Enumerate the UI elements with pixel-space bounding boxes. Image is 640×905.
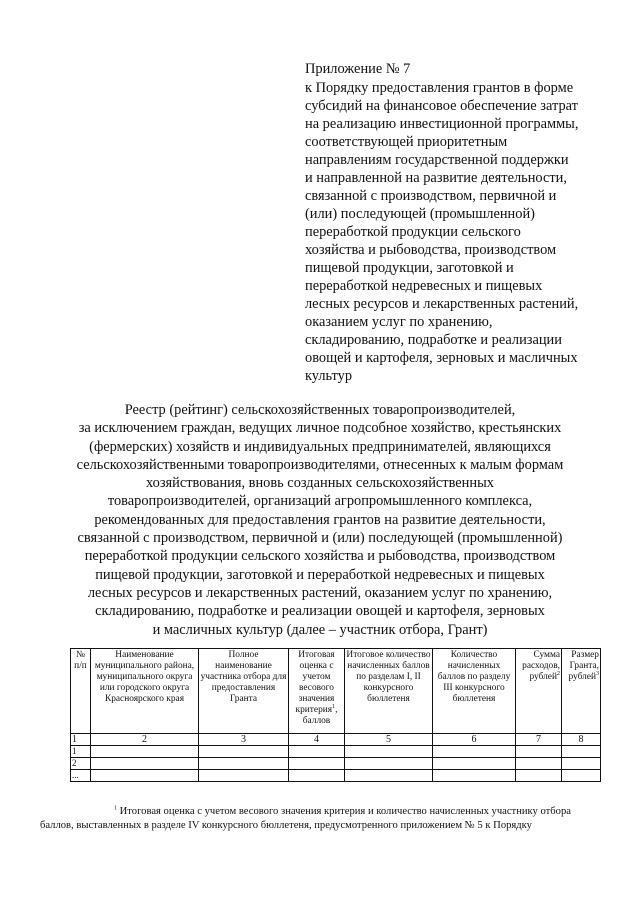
table-row (71, 758, 601, 770)
column-number: 8 (562, 734, 601, 746)
footnote-ref-3: 3 (596, 670, 599, 677)
annex-line: хозяйства и рыбоводства, производством (305, 242, 557, 258)
table-cell (516, 746, 562, 758)
column-number: 5 (345, 734, 433, 746)
header-num: № п/п (71, 649, 91, 734)
registry-title-line: и масличных культур (далее – участник отбора, Грант) (152, 621, 488, 638)
footnote-ref-1: 1 (332, 703, 336, 710)
table-row (71, 770, 601, 782)
table-cell (199, 746, 289, 758)
annex-line: направлениям государственной поддержки (305, 152, 569, 168)
registry-title-line: складированию, подработке и реализации овощей и картофеля, зерновых (95, 603, 545, 620)
table-cell (199, 758, 289, 770)
registry-title-line: лесных ресурсов и лекарственных растений, оказанием услуг по хранению, (87, 584, 553, 601)
footnote (40, 805, 596, 833)
registry-table (70, 648, 601, 782)
annex-line: (или) последующей (промышленной) (305, 206, 535, 222)
footnote-marker: 1 (114, 805, 117, 812)
annex-line: пищевой продукции, заготовкой и (305, 260, 514, 276)
annex-heading (305, 60, 605, 385)
header-municipality: Наименование муниципального района, муниципального округа или городского округа Красноярского края (91, 649, 199, 734)
column-number: 6 (433, 734, 516, 746)
registry-title-line: (фермерских) хозяйств и индивидуальных предпринимателей, являющихся (89, 438, 551, 455)
annex-line: на реализацию инвестиционной программы, (305, 116, 579, 132)
header-final-score-unit: , баллов (302, 705, 338, 726)
table-cell (516, 758, 562, 770)
registry-title-line: хозяйствования, вновь созданных сельскохозяйственных (146, 475, 494, 492)
table-cell (91, 746, 199, 758)
table-cell (562, 770, 601, 782)
table-cell (91, 770, 199, 782)
column-number: 1 (71, 734, 91, 746)
header-expenses-text: Сумма расходов, рублей (522, 650, 560, 682)
table-cell (91, 758, 199, 770)
table-cell (433, 758, 516, 770)
column-number: 2 (91, 734, 199, 746)
annex-line: складированию, подработке и реализации (305, 332, 562, 348)
table-cell (345, 770, 433, 782)
annex-line: переработкой продукции сельского (305, 224, 521, 240)
row-number: 1 (71, 746, 91, 758)
footnote-line: баллов, выставленных в разделе IV конкурсного бюллетеня, предусмотренного приложением № 5 к Порядку (40, 820, 532, 831)
annex-line: связанной с производством, первичной и (305, 188, 557, 204)
header-grant-size-text: Размер Гранта, рублей (568, 650, 599, 682)
registry-title-line: Реестр (рейтинг) сельскохозяйственных товаропроизводителей, (124, 402, 516, 418)
footnote-ref-2: 2 (557, 670, 560, 677)
annex-line: и направленной на развитие деятельности, (305, 170, 567, 186)
annex-line: к Порядку предоставления грантов в форме (305, 80, 574, 96)
header-score-section3: Количество начисленных баллов по разделу III конкурсного бюллетеня (433, 649, 516, 734)
annex-title: Приложение № 7 (305, 61, 411, 77)
column-number: 4 (289, 734, 345, 746)
table-cell (289, 770, 345, 782)
annex-line: переработкой недревесных и пищевых (305, 278, 543, 294)
header-grant-size (562, 649, 601, 734)
table-cell (199, 770, 289, 782)
table-cell (345, 758, 433, 770)
registry-title-line: товаропроизводителей, организаций агропромышленного комплекса, (107, 493, 533, 510)
header-final-score (289, 649, 345, 734)
annex-line: оказанием услуг по хранению, (305, 314, 493, 330)
annex-line: культур (305, 368, 353, 384)
table-cell (433, 770, 516, 782)
header-expenses (516, 649, 562, 734)
registry-title (40, 401, 600, 639)
annex-line: овощей и картофеля, зерновых и масличных (305, 350, 578, 366)
row-number: 2 (71, 758, 91, 770)
header-participant: Полное наименование участника отбора для предоставления Гранта (199, 649, 289, 734)
header-score-sections: Итоговое количество начисленных баллов по разделам I, II конкурсного бюллетеня (345, 649, 433, 734)
table-cell (433, 746, 516, 758)
table-cell (562, 746, 601, 758)
footnote-text: Итоговая оценка с учетом весового значения критерия и количество начисленных участнику отбора (119, 806, 571, 817)
footnote-line (40, 805, 596, 819)
table-row (71, 746, 601, 758)
table-cell (345, 746, 433, 758)
registry-title-line: переработкой продукции сельского хозяйства и рыбоводства, производством (84, 548, 556, 565)
annex-line: лесных ресурсов и лекарственных растений, (305, 296, 579, 312)
registry-title-line: сельскохозяйственными товаропроизводителями, отнесенных к малым формам (76, 456, 564, 473)
registry-title-line: за исключением граждан, ведущих личное подсобное хозяйство, крестьянских (78, 420, 562, 437)
column-number: 7 (516, 734, 562, 746)
registry-title-line: рекомендованных для предоставления грантов на развитие деятельности, (94, 511, 546, 528)
table-cell (562, 758, 601, 770)
table-header-row (71, 649, 601, 734)
table-cell (289, 758, 345, 770)
column-number: 3 (199, 734, 289, 746)
registry-title-line: связанной с производством, первичной и (или) последующей (промышленной) (77, 530, 563, 547)
column-number-row (71, 734, 601, 746)
table-cell (516, 770, 562, 782)
table-cell (289, 746, 345, 758)
header-final-score-text: Итоговая оценка с учетом весового значения критерия (295, 650, 335, 715)
annex-line: соответствующей приоритетным (305, 134, 508, 150)
row-number: ... (71, 770, 91, 782)
annex-line: субсидий на финансовое обеспечение затрат (305, 98, 578, 114)
registry-title-line: пищевой продукции, заготовкой и переработкой недревесных и пищевых (95, 566, 545, 583)
